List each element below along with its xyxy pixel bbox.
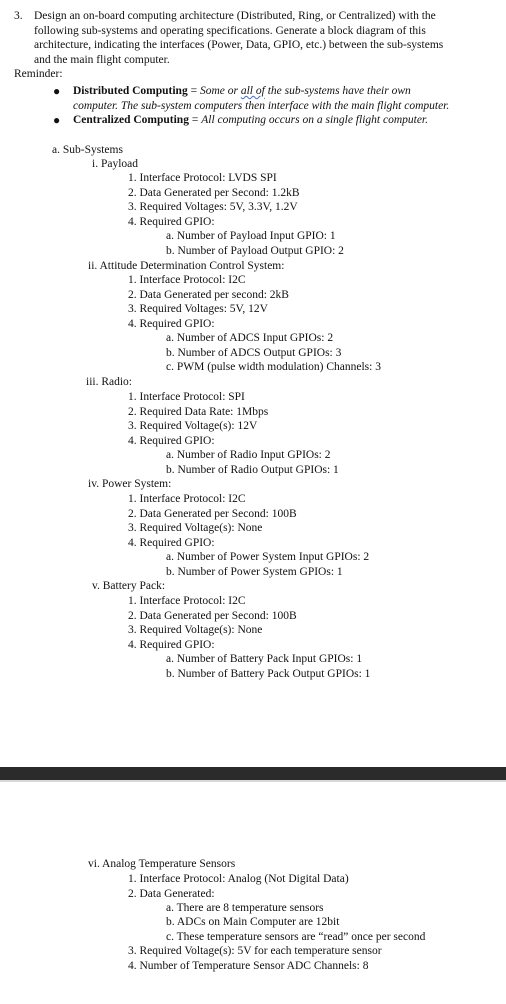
- definition-item-centralized: [48, 113, 498, 128]
- spec-subitem: b. ADCs on Main Computer are 12bit: [166, 916, 340, 928]
- spec-item: 3. Required Voltages: 5V, 12V: [128, 303, 268, 315]
- spec-subitem: b. Number of Payload Output GPIO: 2: [166, 245, 344, 257]
- spec-item: 2. Data Generated per Second: 100B: [128, 610, 297, 622]
- question-block: [14, 9, 494, 82]
- subsystem-heading: iii. Radio:: [86, 376, 132, 388]
- spec-item: 1. Interface Protocol: LVDS SPI: [128, 172, 277, 184]
- question-line: architecture, indicating the interfaces (Power, Data, GPIO, etc.) between the sub-systems: [34, 39, 444, 52]
- spec-item: 1. Interface Protocol: I2C: [128, 493, 246, 505]
- definition-text: the sub-systems have their own: [264, 85, 411, 97]
- spec-item: 2. Data Generated per second: 2kB: [128, 289, 289, 301]
- page-break-divider: [0, 767, 506, 780]
- spec-subitem: a. Number of Power System Input GPIOs: 2: [166, 551, 370, 563]
- spec-item: 1. Interface Protocol: Analog (Not Digital Data): [128, 873, 349, 885]
- subsystem-heading: i. Payload: [92, 158, 138, 170]
- spec-subitem: a. Number of Payload Input GPIO: 1: [166, 230, 336, 242]
- spec-item: 4. Required GPIO:: [128, 435, 215, 447]
- spec-item: 2. Data Generated:: [128, 888, 215, 900]
- reminder-label: Reminder:: [14, 68, 63, 81]
- definition-list: [48, 84, 498, 128]
- spec-item: 4. Required GPIO:: [128, 318, 215, 330]
- grammar-flag[interactable]: all of: [240, 85, 265, 97]
- spec-subitem: a. Number of ADCS Input GPIOs: 2: [166, 332, 334, 344]
- spec-item: 3. Required Voltage(s): None: [128, 522, 263, 534]
- spec-item: 3. Required Voltage(s): 5V for each temperature sensor: [128, 945, 382, 957]
- spec-item: 2. Data Generated per Second: 100B: [128, 508, 297, 520]
- question-number: 3.: [14, 10, 23, 22]
- question-text: [34, 9, 494, 67]
- spec-item: 4. Required GPIO:: [128, 639, 215, 651]
- question-line: and the main flight computer.: [34, 53, 170, 66]
- bullet-icon: ●: [53, 84, 61, 98]
- subsystem-heading: iv. Power System:: [88, 478, 172, 490]
- subsystem-heading: vi. Analog Temperature Sensors: [88, 858, 236, 870]
- spec-item: 3. Required Voltages: 5V, 3.3V, 1.2V: [128, 201, 298, 213]
- spec-item: 1. Interface Protocol: SPI: [128, 391, 245, 403]
- bullet-icon: ●: [53, 113, 61, 128]
- spec-subitem: a. Number of Battery Pack Input GPIOs: 1: [166, 653, 363, 665]
- spec-item: 3. Required Voltage(s): None: [128, 624, 263, 636]
- spec-subitem: c. PWM (pulse width modulation) Channels: 3: [166, 361, 381, 373]
- spec-subitem: b. Number of Battery Pack Output GPIOs: 1: [166, 668, 371, 680]
- section-heading: a. Sub-Systems: [52, 144, 123, 156]
- spec-item: 4. Required GPIO:: [128, 537, 215, 549]
- definition-text-continued: computer. The sub-system computers then interface with the main flight computer.: [73, 99, 450, 112]
- spec-item: 2. Required Data Rate: 1Mbps: [128, 406, 269, 418]
- definition-text: Some or: [199, 85, 241, 97]
- spec-subitem: a. There are 8 temperature sensors: [166, 902, 324, 914]
- question-line: following sub-systems and operating specifications. Generate a block diagram of this: [34, 24, 426, 37]
- equals-sign: =: [187, 85, 200, 97]
- equals-sign: =: [188, 114, 202, 127]
- spec-item: 1. Interface Protocol: I2C: [128, 595, 246, 607]
- spec-subitem: c. These temperature sensors are “read” once per second: [166, 931, 426, 943]
- spec-subitem: b. Number of Radio Output GPIOs: 1: [166, 464, 339, 476]
- spec-item: 1. Interface Protocol: I2C: [128, 274, 246, 286]
- spec-item: 3. Required Voltage(s): 12V: [128, 420, 258, 432]
- subsystem-heading: ii. Attitude Determination Control System:: [88, 260, 285, 272]
- spec-item: 4. Number of Temperature Sensor ADC Channels: 8: [128, 960, 369, 972]
- question-line: Design an on-board computing architecture (Distributed, Ring, or Centralized) with the: [34, 10, 436, 22]
- spec-subitem: a. Number of Radio Input GPIOs: 2: [166, 449, 331, 461]
- definition-text: All computing occurs on a single flight computer.: [201, 114, 429, 127]
- spec-subitem: b. Number of ADCS Output GPIOs: 3: [166, 347, 342, 359]
- definition-term: Centralized Computing: [73, 114, 189, 127]
- spec-subitem: b. Number of Power System GPIOs: 1: [166, 566, 343, 578]
- subsystem-heading: v. Battery Pack:: [92, 580, 166, 592]
- definition-item-distributed: [48, 84, 498, 113]
- spec-item: 4. Required GPIO:: [128, 216, 215, 228]
- spec-item: 2. Data Generated per Second: 1.2kB: [128, 187, 300, 199]
- definition-term: Distributed Computing: [73, 85, 188, 97]
